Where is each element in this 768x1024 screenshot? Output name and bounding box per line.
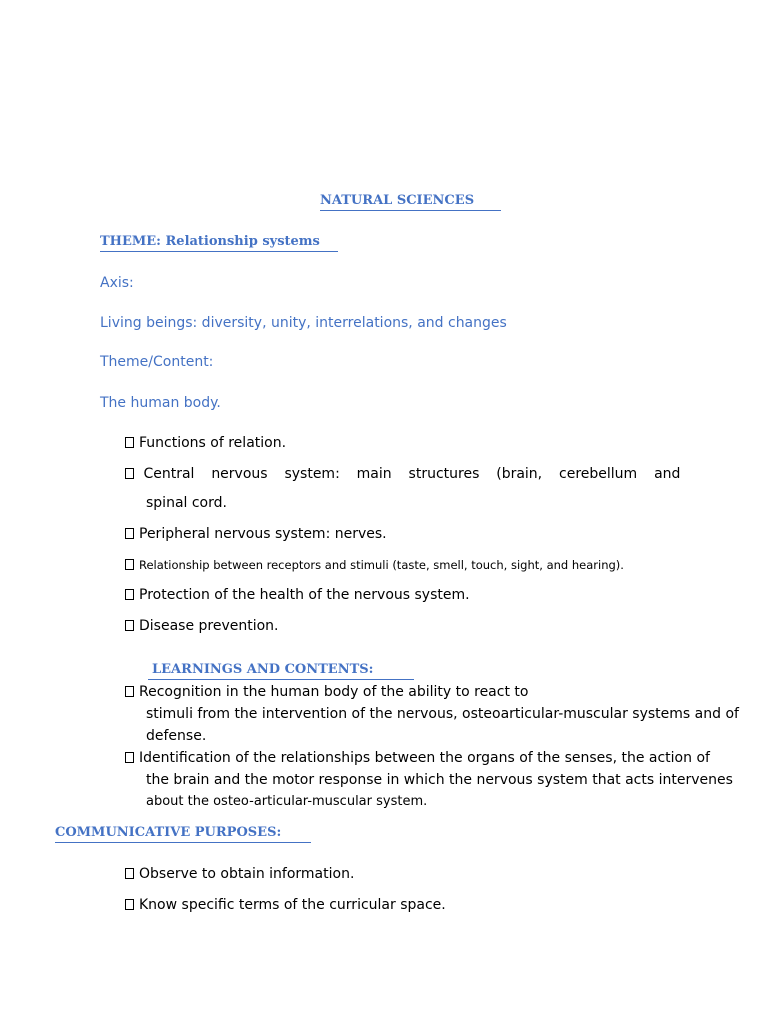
content-item-text: Protection of the health of the nervous system. <box>139 587 470 603</box>
bullet-box-icon <box>125 868 134 879</box>
theme-heading-text: THEME: Relationship systems <box>100 234 320 249</box>
bullet-box-icon <box>125 589 134 600</box>
theme-content-label: Theme/Content: <box>100 354 214 370</box>
bullet-box-icon <box>125 528 134 539</box>
purposes-heading <box>55 825 311 843</box>
purpose-item <box>125 896 446 914</box>
bullet-box-icon <box>125 559 134 570</box>
learning-item-text: Recognition in the human body of the ability to react to <box>139 684 529 700</box>
learning-item-continuation: stimuli from the intervention of the nervous, osteoarticular-muscular systems and of <box>146 706 739 722</box>
learning-item <box>125 683 528 701</box>
content-item <box>125 434 286 452</box>
learning-item-continuation: about the osteo-articular-muscular system. <box>146 794 428 809</box>
learning-item <box>125 749 710 767</box>
learnings-heading <box>148 662 414 680</box>
bullet-box-icon <box>125 437 134 448</box>
bullet-box-icon <box>125 468 134 479</box>
theme-heading <box>100 234 338 252</box>
purpose-item-text: Observe to obtain information. <box>139 866 355 882</box>
theme-content-value: The human body. <box>100 395 221 411</box>
bullet-box-icon <box>125 899 134 910</box>
bullet-box-icon <box>125 620 134 631</box>
content-item-text: Peripheral nervous system: nerves. <box>139 526 387 542</box>
page-title-text: NATURAL SCIENCES <box>320 193 475 208</box>
bullet-box-icon <box>125 686 134 697</box>
content-item <box>125 525 387 543</box>
content-item-text: Central nervous system: main structures (brain, cerebellum and <box>143 466 681 482</box>
content-item-text: Functions of relation. <box>139 435 287 451</box>
page-title <box>320 193 501 211</box>
content-item <box>125 617 279 635</box>
axis-value: Living beings: diversity, unity, interrelations, and changes <box>100 315 507 331</box>
axis-label: Axis: <box>100 275 134 291</box>
purposes-heading-text: COMMUNICATIVE PURPOSES: <box>55 825 282 840</box>
learning-item-continuation: the brain and the motor response in which the nervous system that acts intervenes <box>146 772 733 788</box>
content-item <box>125 465 680 483</box>
content-item-continuation: spinal cord. <box>146 495 227 511</box>
purpose-item <box>125 865 354 883</box>
content-item-text: Disease prevention. <box>139 618 279 634</box>
content-item <box>125 586 470 604</box>
learnings-heading-text: LEARNINGS AND CONTENTS: <box>152 662 374 677</box>
learning-item-continuation: defense. <box>146 728 207 744</box>
learning-item-text: Identification of the relationships between the organs of the senses, the action of <box>139 750 710 766</box>
bullet-box-icon <box>125 752 134 763</box>
content-item-text: Relationship between receptors and stimuli (taste, smell, touch, sight, and hearing). <box>139 558 624 572</box>
purpose-item-text: Know specific terms of the curricular space. <box>139 897 446 913</box>
content-item <box>125 556 624 574</box>
